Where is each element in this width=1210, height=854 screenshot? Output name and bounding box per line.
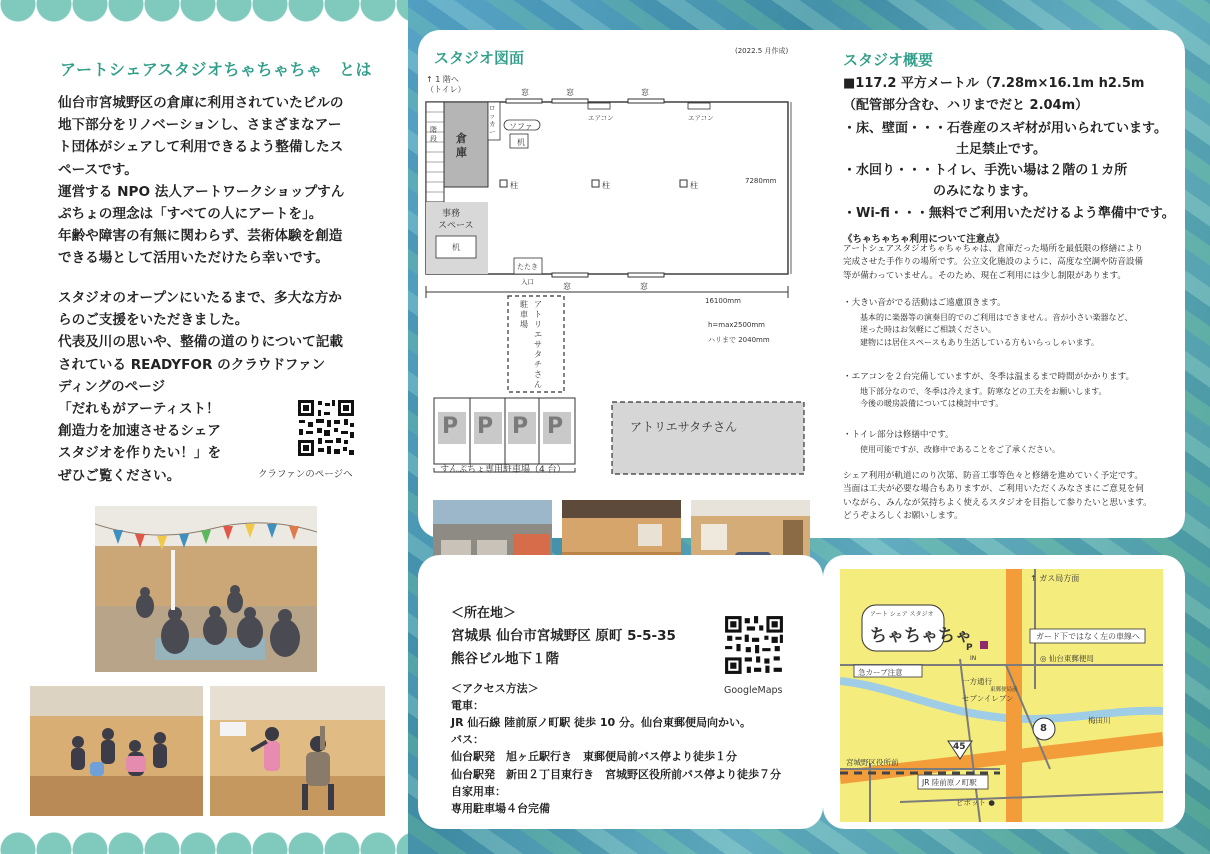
floor-plan-title: スタジオ図面 <box>434 49 525 67</box>
overview-title: スタジオ概要 <box>843 51 934 69</box>
parking-mark: P <box>442 414 459 439</box>
note-noise-detail <box>860 312 1180 349</box>
note-line: 等が備わっていません。そのため、現在ご利用には少し制限があります。 <box>843 270 1126 281</box>
access-heading: ＜アクセス方法＞ <box>451 682 539 695</box>
sofa-label: ソファ <box>509 122 533 131</box>
access-car-detail: 専用駐車場４台完備 <box>451 802 550 815</box>
parking-owner-label: アトリエサタチさん <box>534 300 542 389</box>
scallop-border-top <box>0 0 408 30</box>
note-line: 当面は工夫が必要な場合もありますが、ご利用いただくみなさまにご意見を伺 <box>843 484 1144 495</box>
overview-water: ・水回り・・・トイレ、手洗い場は２階の１カ所 <box>843 163 1128 178</box>
overview-shoes: 土足禁止です。 <box>956 142 1046 157</box>
usage-notes-title: 《ちゃちゃちゃ利用について注意点》 <box>843 234 1005 245</box>
note-line: 完成させた手作りの場所です。公立文化施設のように、高度な空調や防音設備 <box>843 257 1144 268</box>
about-intro <box>58 92 373 270</box>
office-label-2: スペース <box>438 221 474 231</box>
map-station: JR 陸前原ノ町駅 <box>922 778 977 787</box>
note-line: シェア利用が軌道にのり次第、防音工事等色々と修繕を進めていく予定です。 <box>843 471 1143 481</box>
window-label: 窓 <box>640 282 648 291</box>
aircon-label: エアコン <box>588 114 614 122</box>
note-line: どうぞよろしくお願いします。 <box>843 511 963 522</box>
googlemaps-qr-caption: GoogleMaps <box>724 685 783 696</box>
parking-mark: P <box>512 414 529 439</box>
map-river: 梅田川 <box>1088 716 1111 725</box>
window-label: 窓 <box>563 282 571 291</box>
map-parking-mark: P <box>966 643 973 653</box>
floor-plan-date: (2022.5 月作成) <box>735 47 789 55</box>
map-post-office: ◎ 仙台東郵便局 <box>1040 654 1094 663</box>
parking-mark: P <box>547 414 564 439</box>
window-label: 窓 <box>521 88 529 97</box>
note-line: 建物には居住スペースもあり生活している方もいらっしゃいます。 <box>860 337 1099 347</box>
readyfor-qr-code[interactable] <box>296 398 356 458</box>
pillar-label: 柱 <box>602 181 610 190</box>
note-line: 基本的に楽器等の演奏目的でのご利用はできません。音が小さい楽器など、 <box>860 313 1133 322</box>
intro-line: 運営する NPO 法人アートワークショップすん <box>58 183 345 200</box>
address-heading: ＜所在地＞ <box>451 606 517 621</box>
map-mailbox: 東郵便局前 <box>990 687 1018 693</box>
readyfor-qr-caption: クラファンのページへ <box>258 469 353 480</box>
stairs-note-line2: （トイレ） <box>426 85 466 94</box>
desk-label: 机 <box>517 138 525 147</box>
support-line: されている READYFOR のクラウドファン <box>58 356 326 373</box>
support-line: ぜひご覧ください。 <box>58 467 181 484</box>
parking-mark: P <box>477 414 494 439</box>
support-line: スタジオを作りたい！」を <box>58 445 222 462</box>
map-ward-office: 宮城野区役所前 <box>846 758 899 767</box>
entrance-label: 入口 <box>521 278 534 286</box>
office-label-1: 事務 <box>442 209 461 219</box>
atelier-label: アトリエサタチさん <box>630 420 738 434</box>
intro-line: ぷちょの理念は「すべての人にアートを」。 <box>58 206 323 223</box>
map-gas-bureau: ↑ ガス局方面 <box>1030 574 1080 583</box>
access-train-label: 電車： <box>451 699 484 712</box>
address-line-1: 宮城県 仙台市宮城野区 原町 5-5-35 <box>451 628 676 644</box>
note-line: いながら、みんなが気持ちよく使えるスタジオを目指して参りたいと思います。 <box>843 497 1152 508</box>
note-line: 今後の暖房設備については検討中です。 <box>860 399 1004 409</box>
stairs-note-line1: ↑ 1 階へ <box>426 75 459 84</box>
note-toilet: ・トイレ部分は修繕中です。 <box>843 430 954 440</box>
support-line: スタジオのオープンにいたるまで、多大な方か <box>58 290 342 306</box>
usage-notes-body <box>843 243 1183 283</box>
access-train-detail: JR 仙石線 陸前原ノ町駅 徒歩 10 分。仙台東郵便局向かい。 <box>451 716 752 729</box>
googlemaps-qr-code[interactable] <box>723 614 785 676</box>
window-label: 窓 <box>641 88 649 97</box>
aircon-label: エアコン <box>688 114 714 122</box>
access-bus-label: バス： <box>451 733 484 746</box>
office-desk-label: 机 <box>452 243 460 252</box>
intro-line: 年齢や障害の有無に関わらず、芸術体験を創造 <box>58 228 343 245</box>
about-panel <box>0 0 408 854</box>
map-sharp-curve: 急カーブ注意 <box>858 668 903 677</box>
locker-label: ロッカー <box>489 104 496 136</box>
note-line: 迷った時はお気軽にご相談ください。 <box>860 325 996 335</box>
width-dimension: 7280mm <box>745 177 777 185</box>
map-seven-eleven: セブンイレブン <box>962 694 1014 703</box>
height-note-2: ハリまで 2040mm <box>708 336 770 344</box>
map-bipot: ビポット ● <box>956 798 995 807</box>
note-line: アートシェアスタジオちゃちゃちゃは、倉庫だった場所を最低限の修繕により <box>843 244 1144 254</box>
window-label: 窓 <box>566 88 574 97</box>
overview-area: ■117.2 平方メートル（7.28m×16.1m h2.5m <box>843 76 1145 91</box>
intro-line: 仙台市宮城野区の倉庫に利用されていたビルの <box>58 95 344 111</box>
note-aircon: ・エアコンを２台完備していますが、冬季は温まるまで時間がかかります。 <box>843 372 1135 382</box>
access-car-label: 自家用車： <box>451 785 506 798</box>
access-bus-route-1: 仙台駅発 旭ヶ丘駅行き 東郵便局前バス停より徒歩１分 <box>451 750 737 763</box>
parking-caption: すんぷちょ専用駐車場（4 台） <box>440 465 566 475</box>
note-line: 地下部分なので、冬季は冷えます。防寒などの工夫をお願いします。 <box>860 387 1107 396</box>
stairs-label: 階段 <box>430 126 437 143</box>
note-aircon-detail <box>860 386 1180 411</box>
map-guard-note: ガード下ではなく左の車線へ <box>1036 632 1140 641</box>
workshop-photo <box>95 506 317 672</box>
tataki-label: たたき <box>517 263 538 271</box>
parking-lot-label: 駐車場 <box>520 300 528 329</box>
map-entrance-mark: IN <box>970 655 977 662</box>
note-noise: ・大きい音がでる活動はご遠慮頂きます。 <box>843 298 1006 308</box>
intro-line: 地下部分をリノベーションし、さまざまなアー <box>58 117 342 134</box>
pillar-label: 柱 <box>510 181 518 190</box>
scallop-border-bottom <box>0 824 408 854</box>
support-line: 代表及川の思いや、整備の道のりについて記載 <box>58 334 343 351</box>
length-dimension: 16100mm <box>705 297 741 305</box>
address-line-2: 熊谷ビル地下１階 <box>451 651 559 667</box>
overview-water-2: のみになります。 <box>933 184 1036 199</box>
support-line: 「だれもがアーティスト！ <box>58 401 220 418</box>
storage-label: 倉庫 <box>456 132 467 159</box>
intro-line: できる場として活用いただけたら幸いです。 <box>58 250 329 267</box>
note-toilet-detail: 使用可能ですが、改修中であることをご了承ください。 <box>860 445 1060 454</box>
map-route-8: 8 <box>1040 723 1047 734</box>
map-logo: ちゃちゃちゃ <box>870 626 972 646</box>
map-logo-small: アート シェア スタジオ <box>870 611 934 618</box>
height-note-1: h=max2500mm <box>708 321 766 329</box>
dance-photo <box>210 686 385 816</box>
pillar-label: 柱 <box>690 181 698 190</box>
closing-message <box>843 470 1183 524</box>
support-line: らのご支援をいただきました。 <box>58 312 249 329</box>
overview-floor: ・床、壁面・・・石巻産のスギ材が用いられています。 <box>843 121 1167 136</box>
map-one-way: 一方通行 <box>962 677 992 686</box>
map-route-45: 45 <box>953 742 966 752</box>
access-map[interactable] <box>840 569 1163 822</box>
access-bus-route-2: 仙台駅発 新田２丁目東行き 宮城野区役所前バス停より徒歩７分 <box>451 768 781 781</box>
support-line: ディングのページ <box>58 378 166 395</box>
overview-wifi: ・Wi-fi・・・無料でご利用いただけるよう準備中です。 <box>843 206 1175 221</box>
support-line: 創造力を加速させるシェア <box>58 423 221 440</box>
children-photo <box>30 686 203 816</box>
intro-line: ペースです。 <box>58 161 138 178</box>
intro-line: ト団体がシェアして利用できるよう整備したス <box>58 139 344 156</box>
overview-height: （配管部分含む、ハリまでだと 2.04m） <box>843 98 1089 113</box>
about-title: アートシェアスタジオちゃちゃちゃ とは <box>60 60 373 79</box>
